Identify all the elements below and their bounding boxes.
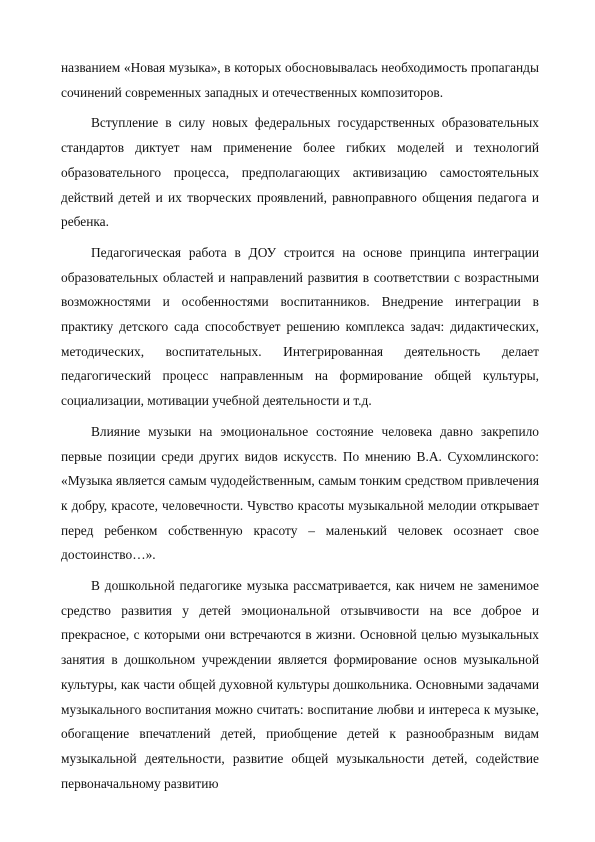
paragraph-2: Вступление в силу новых федеральных государственных образовательных стандартов диктует нам применение более гибких моделей и технологий образовательного процесса, предполагающих активизацию самостоятельных действий детей и их творческих проявлений, равноправного общения педагога и ребенка. bbox=[61, 115, 539, 230]
body-text bbox=[61, 56, 539, 802]
paragraph-1: названием «Новая музыка», в которых обосновывалась необходимость пропаганды сочинений современных западных и отечественных композиторов. bbox=[61, 60, 539, 100]
paragraph-5: В дошкольной педагогике музыка рассматривается, как ничем не заменимое средство развития у детей эмоциональной отзывчивости на все доброе и прекрасное, с которыми они встречаются в жизни. Основной целью музыкальных занятия в дошкольном учреждении является формирование основ музыкальной культуры, как части общей духовной культуры дошкольника. Основными задачами музыкального воспитания можно считать: воспитание любви и интереса к музыке, обогащение впечатлений детей, приобщение детей к разнообразным видам музыкальной деятельности, развитие общей музыкальности детей, содействие первоначальному развитию bbox=[61, 578, 539, 791]
paragraph-4: Влияние музыки на эмоциональное состояние человека давно закрепило первые позиции среди других видов искусств. По мнению В.А. Сухомлинского: «Музыка является самым чудодейственным, самым тонким средством привлечения к добру, красоте, человечности. Чувство красоты музыкальной мелодии открывает перед ребенком собственную красоту – маленький человек осознает свое достоинство…». bbox=[61, 423, 539, 563]
paragraph-3: Педагогическая работа в ДОУ строится на основе принципа интеграции образовательных областей и направлений развития в соответствии с возрастными возможностями и особенностями воспитанников. Внедрение интеграции в практику детского сада способствует решению комплекса задач: дидактических, методических, воспитательных. Интегрированная деятельность делает педагогический процесс направленным на формирование общей культуры, социализации, мотивации учебной деятельности и т.д. bbox=[61, 244, 539, 409]
